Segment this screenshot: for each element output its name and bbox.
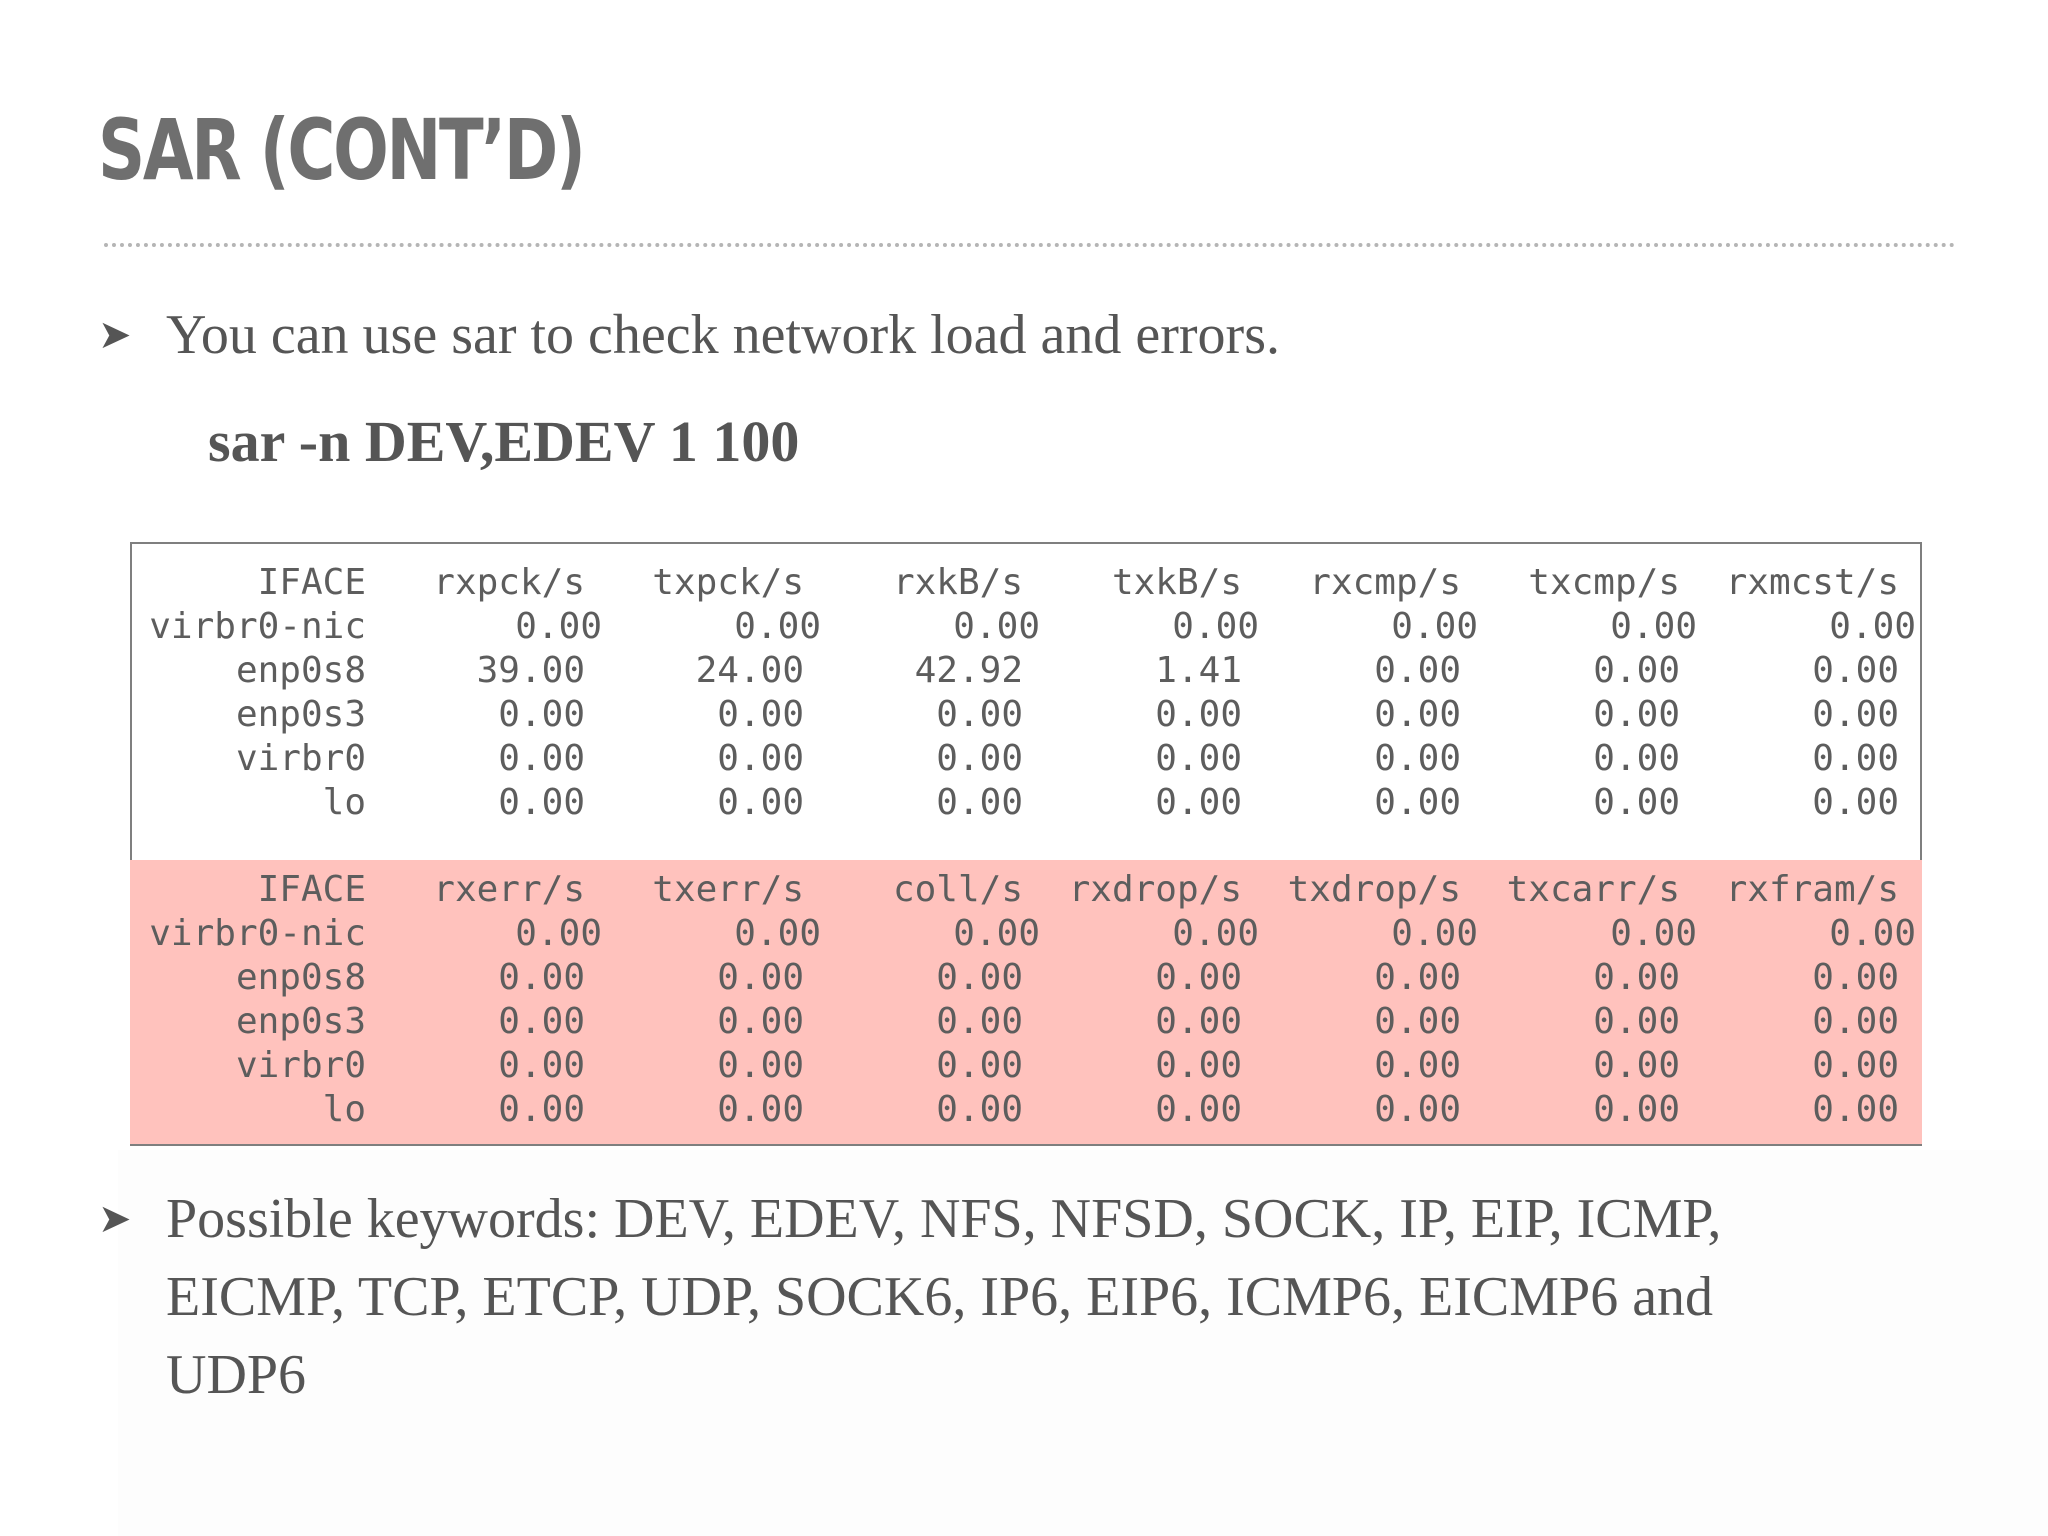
arrow-bullet-icon: ➤: [98, 312, 132, 358]
value-cell: 0.00: [953, 606, 1040, 647]
table-row-first: [132, 912, 1920, 956]
keywords-text: [166, 1180, 1721, 1414]
value-cell: 0.00: [1374, 1089, 1461, 1130]
value-cell: 0.00: [1374, 782, 1461, 823]
value-cell: 0.00: [717, 1045, 804, 1086]
value-cell: 0.00: [717, 957, 804, 998]
value-cell: 0.00: [1374, 1045, 1461, 1086]
value-cell: 0.00: [515, 606, 602, 647]
terminal-output: [130, 542, 1922, 1146]
iface-cell: enp0s8: [235, 957, 366, 998]
value-cell: 0.00: [936, 957, 1023, 998]
column-header-iface: IFACE: [257, 869, 366, 910]
value-cell: 0.00: [953, 913, 1040, 954]
value-cell: 0.00: [717, 782, 804, 823]
value-cell: 0.00: [1593, 650, 1680, 691]
value-cell: 24.00: [695, 650, 804, 691]
value-cell: 0.00: [1155, 694, 1242, 735]
value-cell: 39.00: [476, 650, 585, 691]
column-header: txerr/s: [652, 869, 804, 910]
value-cell: 0.00: [498, 782, 585, 823]
iface-cell: lo: [322, 782, 366, 823]
value-cell: 0.00: [498, 1001, 585, 1042]
sar-command: sar -n DEV,EDEV 1 100: [208, 409, 800, 474]
value-cell: 0.00: [936, 694, 1023, 735]
bullet-text: You can use sar to check network load and errors.: [166, 304, 1280, 366]
column-header: txcmp/s: [1528, 562, 1680, 603]
bullet-network-load: [98, 296, 1280, 374]
value-cell: 0.00: [1593, 1045, 1680, 1086]
value-cell: 0.00: [1374, 957, 1461, 998]
value-cell: 0.00: [498, 1089, 585, 1130]
iface-cell: virbr0-nic: [149, 606, 366, 647]
value-cell: 0.00: [498, 738, 585, 779]
value-cell: 0.00: [1172, 606, 1259, 647]
value-cell: 0.00: [1391, 606, 1478, 647]
value-cell: 0.00: [1155, 957, 1242, 998]
value-cell: 0.00: [734, 606, 821, 647]
value-cell: 42.92: [914, 650, 1023, 691]
value-cell: 0.00: [936, 1045, 1023, 1086]
table-row: [132, 956, 1920, 1000]
value-cell: 0.00: [1812, 957, 1899, 998]
value-cell: 0.00: [1374, 650, 1461, 691]
value-cell: 0.00: [1812, 782, 1899, 823]
value-cell: 0.00: [1593, 1001, 1680, 1042]
value-cell: 0.00: [1391, 913, 1478, 954]
value-cell: 0.00: [1155, 782, 1242, 823]
table-row: [132, 781, 1920, 825]
value-cell: 0.00: [1812, 694, 1899, 735]
column-header: rxerr/s: [433, 869, 585, 910]
iface-cell: enp0s3: [235, 694, 366, 735]
value-cell: 0.00: [498, 957, 585, 998]
table-row: [132, 1000, 1920, 1044]
column-header: rxmcst/s: [1725, 562, 1899, 603]
value-cell: 0.00: [1155, 1001, 1242, 1042]
value-cell: 0.00: [1610, 606, 1697, 647]
edev-stats-table: [132, 868, 1920, 1132]
value-cell: 0.00: [1374, 694, 1461, 735]
table-row: [132, 1044, 1920, 1088]
table-row: [132, 693, 1920, 737]
column-header: rxdrop/s: [1068, 869, 1242, 910]
column-header: txpck/s: [652, 562, 804, 603]
iface-cell: virbr0: [235, 1045, 366, 1086]
value-cell: 0.00: [936, 738, 1023, 779]
bullet-keywords: [98, 1180, 1721, 1414]
value-cell: 0.00: [1155, 738, 1242, 779]
column-header: rxkB/s: [892, 562, 1023, 603]
value-cell: 0.00: [1155, 1089, 1242, 1130]
value-cell: 0.00: [936, 782, 1023, 823]
arrow-bullet-icon: ➤: [98, 1196, 132, 1242]
value-cell: 0.00: [1593, 694, 1680, 735]
column-header: rxpck/s: [433, 562, 585, 603]
column-header: txkB/s: [1111, 562, 1242, 603]
table-row: [132, 737, 1920, 781]
value-cell: 0.00: [1812, 738, 1899, 779]
value-cell: 0.00: [1172, 913, 1259, 954]
value-cell: 0.00: [717, 1089, 804, 1130]
value-cell: 0.00: [1812, 1089, 1899, 1130]
value-cell: 0.00: [1812, 650, 1899, 691]
value-cell: 0.00: [1593, 782, 1680, 823]
value-cell: 0.00: [936, 1001, 1023, 1042]
iface-cell: lo: [322, 1089, 366, 1130]
value-cell: 0.00: [498, 1045, 585, 1086]
value-cell: 0.00: [717, 738, 804, 779]
value-cell: 0.00: [734, 913, 821, 954]
value-cell: 0.00: [1374, 1001, 1461, 1042]
slide-title: SAR (CONT’D): [98, 101, 584, 199]
value-cell: 0.00: [1829, 913, 1916, 954]
iface-cell: enp0s8: [235, 650, 366, 691]
column-header: rxfram/s: [1725, 869, 1899, 910]
column-header: coll/s: [892, 869, 1023, 910]
value-cell: 0.00: [1593, 738, 1680, 779]
value-cell: 1.41: [1155, 650, 1242, 691]
keywords-line-2: EICMP, TCP, ETCP, UDP, SOCK6, IP6, EIP6, ICMP6, EICMP6 and: [166, 1266, 1714, 1328]
table-header-row: [132, 868, 1920, 912]
table-row: [132, 1088, 1920, 1132]
table-row-first: [132, 605, 1920, 649]
value-cell: 0.00: [515, 913, 602, 954]
column-header-iface: IFACE: [257, 562, 366, 603]
value-cell: 0.00: [1374, 738, 1461, 779]
value-cell: 0.00: [1829, 606, 1916, 647]
value-cell: 0.00: [1610, 913, 1697, 954]
value-cell: 0.00: [717, 694, 804, 735]
table-row: [132, 649, 1920, 693]
iface-cell: virbr0-nic: [149, 913, 366, 954]
value-cell: 0.00: [1593, 1089, 1680, 1130]
value-cell: 0.00: [1812, 1001, 1899, 1042]
value-cell: 0.00: [498, 694, 585, 735]
value-cell: 0.00: [1593, 957, 1680, 998]
keywords-line-1: Possible keywords: DEV, EDEV, NFS, NFSD, SOCK, IP, EIP, ICMP,: [166, 1188, 1722, 1250]
value-cell: 0.00: [1155, 1045, 1242, 1086]
title-divider: [104, 243, 1956, 247]
iface-cell: enp0s3: [235, 1001, 366, 1042]
column-header: txdrop/s: [1287, 869, 1461, 910]
column-header: rxcmp/s: [1309, 562, 1461, 603]
value-cell: 0.00: [717, 1001, 804, 1042]
dev-stats-table: [132, 561, 1920, 825]
column-header: txcarr/s: [1506, 869, 1680, 910]
iface-cell: virbr0: [235, 738, 366, 779]
value-cell: 0.00: [1812, 1045, 1899, 1086]
table-header-row: [132, 561, 1920, 605]
keywords-line-3: UDP6: [166, 1344, 307, 1406]
value-cell: 0.00: [936, 1089, 1023, 1130]
